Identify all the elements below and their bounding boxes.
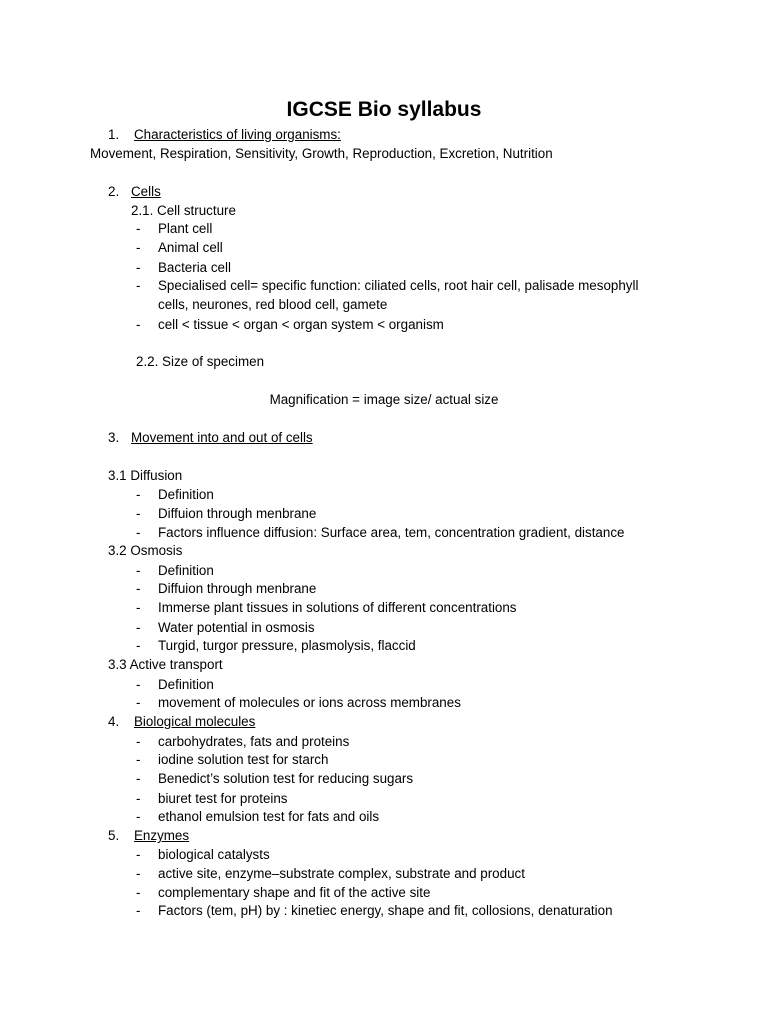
bullet-dash: - — [136, 791, 141, 806]
bullet-dash: - — [136, 638, 141, 653]
section-2-heading: Cells — [131, 184, 161, 199]
bullet-dash: - — [136, 620, 141, 635]
subsection-3-1: 3.1 Diffusion — [108, 468, 183, 483]
bullet-dash: - — [136, 506, 141, 521]
section-3-heading: Movement into and out of cells — [131, 430, 313, 445]
subsection-3-3: 3.3 Active transport — [108, 657, 223, 672]
bullet-dash: - — [136, 771, 141, 786]
bullet-dash: - — [136, 677, 141, 692]
subsection-3-2: 3.2 Osmosis — [108, 543, 183, 558]
bullet-dash: - — [136, 260, 141, 275]
bullet-dash: - — [136, 752, 141, 767]
bullet-dash: - — [136, 525, 141, 540]
section-1-number: 1. — [108, 127, 120, 142]
magnification-formula: Magnification = image size/ actual size — [269, 392, 499, 407]
bullet-dash: - — [136, 317, 141, 332]
section-4-number: 4. — [108, 714, 120, 729]
section-1-text: Movement, Respiration, Sensitivity, Growth, Reproduction, Excretion, Nutrition — [90, 146, 553, 161]
bullet-dash: - — [136, 847, 141, 862]
bullet-dash: - — [136, 221, 141, 236]
section-2-number: 2. — [108, 184, 120, 199]
bullet-dash: - — [136, 866, 141, 881]
bullet-dash: - — [136, 695, 141, 710]
section-5-heading: Enzymes — [134, 828, 190, 843]
page-title: IGCSE Bio syllabus — [286, 98, 482, 121]
bullet-dash: - — [136, 885, 141, 900]
bullet-dash: - — [136, 809, 141, 824]
section-5-number: 5. — [108, 828, 120, 843]
subsection-2-2: 2.2. Size of specimen — [136, 354, 265, 369]
subsection-2-1: 2.1. Cell structure — [131, 203, 236, 218]
bullet-dash: - — [136, 581, 141, 596]
section-1-heading: Characteristics of living organisms: — [134, 127, 341, 142]
bullet-dash: - — [136, 600, 141, 615]
bullet-dash: - — [136, 563, 141, 578]
bullet-dash: - — [136, 734, 141, 749]
section-3-number: 3. — [108, 430, 120, 445]
bullet-dash: - — [136, 240, 141, 255]
bullet-dash: - — [136, 278, 141, 293]
section-4-heading: Biological molecules — [134, 714, 256, 729]
bullet-dash: - — [136, 903, 141, 918]
bullet-dash: - — [136, 487, 141, 502]
